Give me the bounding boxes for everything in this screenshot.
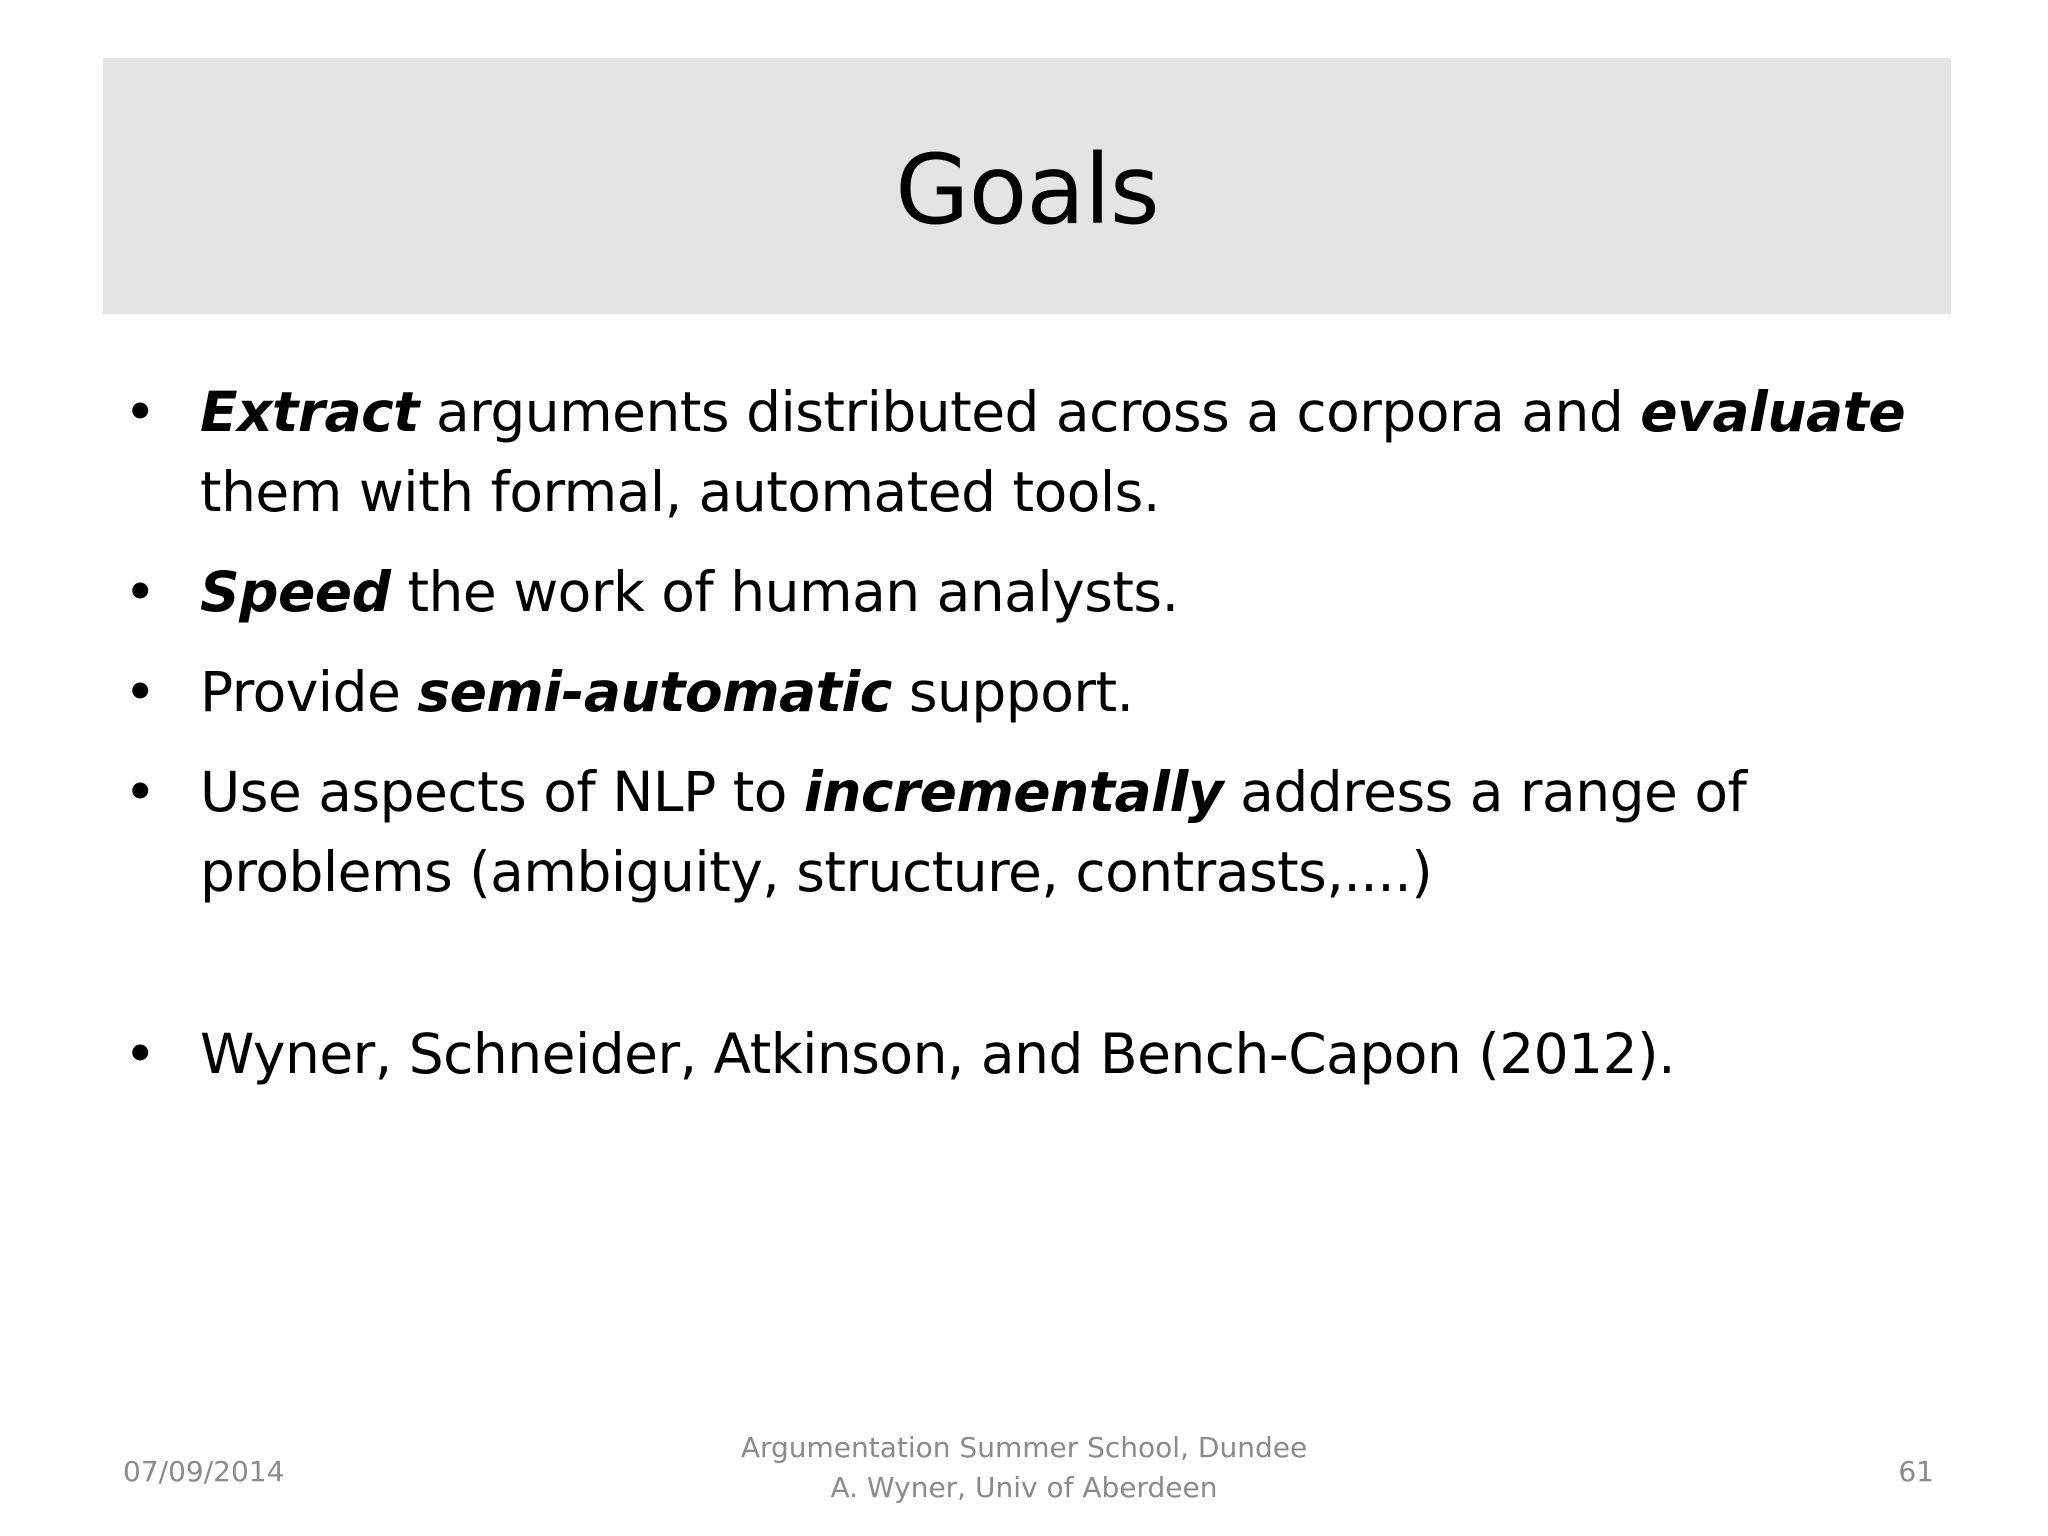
bullet-list — [120, 372, 1950, 1114]
bullet-text: support. — [891, 660, 1134, 724]
bullet-text: arguments distributed across a corpora and — [418, 380, 1641, 444]
bullet-dot: • — [124, 660, 156, 724]
bullet-text: them with formal, automated tools. — [200, 460, 1160, 524]
bullet-dot: • — [124, 1022, 156, 1086]
page-number: 61 — [1898, 1455, 1934, 1488]
bullet-emphasis: Speed — [200, 560, 391, 624]
bullet-text: the work of human analysts. — [390, 560, 1179, 624]
slide-title: Goals — [895, 134, 1159, 246]
bullet-dot: • — [124, 560, 156, 624]
bullet-text: Use aspects of NLP to — [200, 760, 804, 824]
bullet-dot: • — [124, 380, 156, 444]
bullet-item — [120, 372, 1950, 532]
footer-event: Argumentation Summer School, Dundee — [740, 1431, 1308, 1464]
bullet-emphasis: incrementally — [803, 760, 1224, 824]
bullet-text: Wyner, Schneider, Atkinson, and Bench-Capon (2012). — [200, 1022, 1676, 1086]
bullet-item — [120, 1014, 1950, 1094]
bullet-dot: • — [124, 760, 156, 824]
bullet-item — [120, 752, 1950, 912]
footer-center — [624, 1428, 1424, 1508]
bullet-item — [120, 552, 1950, 632]
bullet-emphasis: evaluate — [1640, 380, 1906, 444]
bullet-item — [120, 652, 1950, 732]
bullet-emphasis: semi-automatic — [417, 660, 892, 724]
bullet-emphasis: Extract — [200, 380, 419, 444]
title-bar — [103, 58, 1951, 314]
bullet-text: Provide — [200, 660, 418, 724]
bullet-text: address a range of problems (ambiguity, structure, contrasts,....) — [200, 760, 1747, 904]
footer-date: 07/09/2014 — [123, 1455, 285, 1488]
footer-author: A. Wyner, Univ of Aberdeen — [830, 1471, 1218, 1504]
